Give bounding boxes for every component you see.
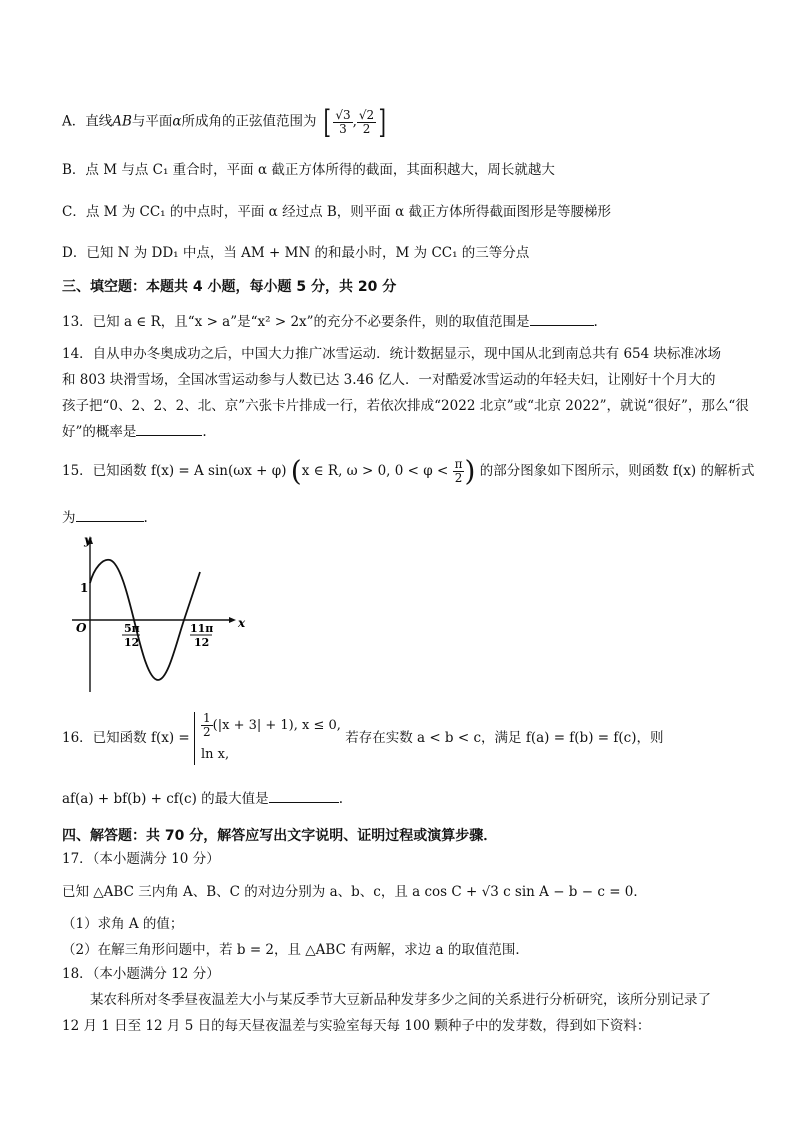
- question-17-part-2: （2）在解三角形问题中，若 b = 2，且 △ABC 有两解，求边 a 的取值范围．: [62, 942, 529, 958]
- answer-blank-13[interactable]: [530, 311, 594, 326]
- x-tick-11pi-den: 12: [194, 636, 210, 649]
- option-b: B．点 M 与点 C₁ 重合时，平面 α 截正方体所得的截面，其面积越大，周长就越大: [62, 162, 555, 178]
- pi-over-2-fraction: $\frac{\pi}{2}$: [454, 457, 463, 485]
- question-17-title: 17．（本小题满分 10 分）: [62, 851, 220, 867]
- piece-1: $\frac{1}{2}$ (|x + 3| + 1), x ≤ 0,: [203, 711, 341, 739]
- option-c: C．点 M 为 CC₁ 的中点时，平面 α 经过点 B，则平面 α 截正方体所得截面图形是等腰梯形: [62, 204, 611, 220]
- piece-2: ln x,: [201, 747, 230, 762]
- answer-blank-15[interactable]: [76, 507, 144, 522]
- y-tick-1: 1: [80, 581, 89, 595]
- question-15-line-2: 为 .: [62, 507, 148, 528]
- answer-blank-14[interactable]: [136, 421, 202, 436]
- question-13: 13．已知 a ∈ R，且“x > a”是“x² > 2x”的充分不必要条件，则的取值范围是 .: [62, 311, 598, 332]
- question-15: 15．已知函数 f(x) = A sin(ωx + φ) (x ∈ R, ω > 0, 0 < φ < $\frac{\pi}{2}$ ) 的部分图象如下图所示，则函数 f(x) 的解析式: [62, 454, 755, 488]
- x-tick-11pi-num: 11π: [190, 622, 214, 635]
- x-tick-5pi-num: 5π: [124, 622, 140, 635]
- x-tick-5pi-den: 12: [124, 636, 140, 649]
- right-paren: ): [464, 454, 476, 488]
- answer-blank-16[interactable]: [269, 788, 339, 803]
- left-paren: (: [290, 454, 302, 488]
- range-low-fraction: $\frac{√3}{3}$: [335, 107, 351, 136]
- question-14-line-2: 和 803 块滑雪场，全国冰雪运动参与人数已达 3.46 亿人．一对酷爱冰雪运动的年轻夫妇，让刚好十个月大的: [62, 372, 716, 388]
- option-a: A．直线AB与平面α所成角的正弦值范围为 [ $\frac{√3}{3}$ , $\frac{√2}{2}$ ]: [62, 103, 387, 141]
- origin-label: O: [76, 621, 87, 635]
- question-14-line-3: 孩子把“0、2、2、2、北、京”六张卡片排成一行，若依次排成“2022 北京”或“北京 2022”，就说“很好”，那么“很: [62, 398, 749, 414]
- x-axis-arrow-icon: [229, 617, 236, 623]
- question-18-title: 18．（本小题满分 12 分）: [62, 966, 220, 982]
- question-17-part-1: （1）求角 A 的值；: [62, 916, 184, 932]
- option-d: D．已知 N 为 DD₁ 中点，当 AM + MN 的和最小时，M 为 CC₁ 的三等分点: [62, 245, 530, 261]
- question-16-line-2: af(a) + bf(b) + cf(c) 的最大值是 .: [62, 788, 343, 809]
- question-18-line-2: 12 月 1 日至 12 月 5 日的每天昼夜温差与实验室每天每 100 颗种子中的发芽数，得到如下资料：: [62, 1018, 651, 1034]
- x-axis-label: x: [238, 616, 246, 630]
- section-4-heading: 四、解答题：共 70 分，解答应写出文字说明、证明过程或演算步骤．: [62, 828, 498, 844]
- left-bracket: [: [323, 103, 331, 141]
- question-18-line-1: 某农科所对冬季昼夜温差大小与某反季节大豆新品种发芽多少之间的关系进行分析研究，该所分别记录了: [90, 992, 711, 1008]
- range-high-fraction: $\frac{√2}{2}$: [358, 107, 375, 136]
- piecewise-definition: [194, 712, 341, 765]
- question-16: 16．已知函数 f(x) = $\frac{1}{2}$ (|x + 3| + 1), x ≤ 0, ln x, 若存在实数 a < b < c，满足 f(a) = f(b) = f(c)，则: [62, 712, 663, 765]
- question-14-line-4: 好”的概率是 .: [62, 421, 207, 442]
- sine-graph: [60, 532, 250, 697]
- question-17-stem: 已知 △ABC 三内角 A、B、C 的对边分别为 a、b、c，且 a cos C + √3 c sin A − b − c = 0．: [62, 884, 647, 900]
- section-3-heading: 三、填空题：本题共 4 小题，每小题 5 分，共 20 分: [62, 279, 397, 295]
- y-axis-label: y: [84, 533, 91, 547]
- question-14-line-1: 14．自从申办冬奥成功之后，中国大力推广冰雪运动．统计数据显示，现中国从北到南总共有 654 块标准冰场: [62, 346, 722, 362]
- right-bracket: ]: [378, 103, 387, 141]
